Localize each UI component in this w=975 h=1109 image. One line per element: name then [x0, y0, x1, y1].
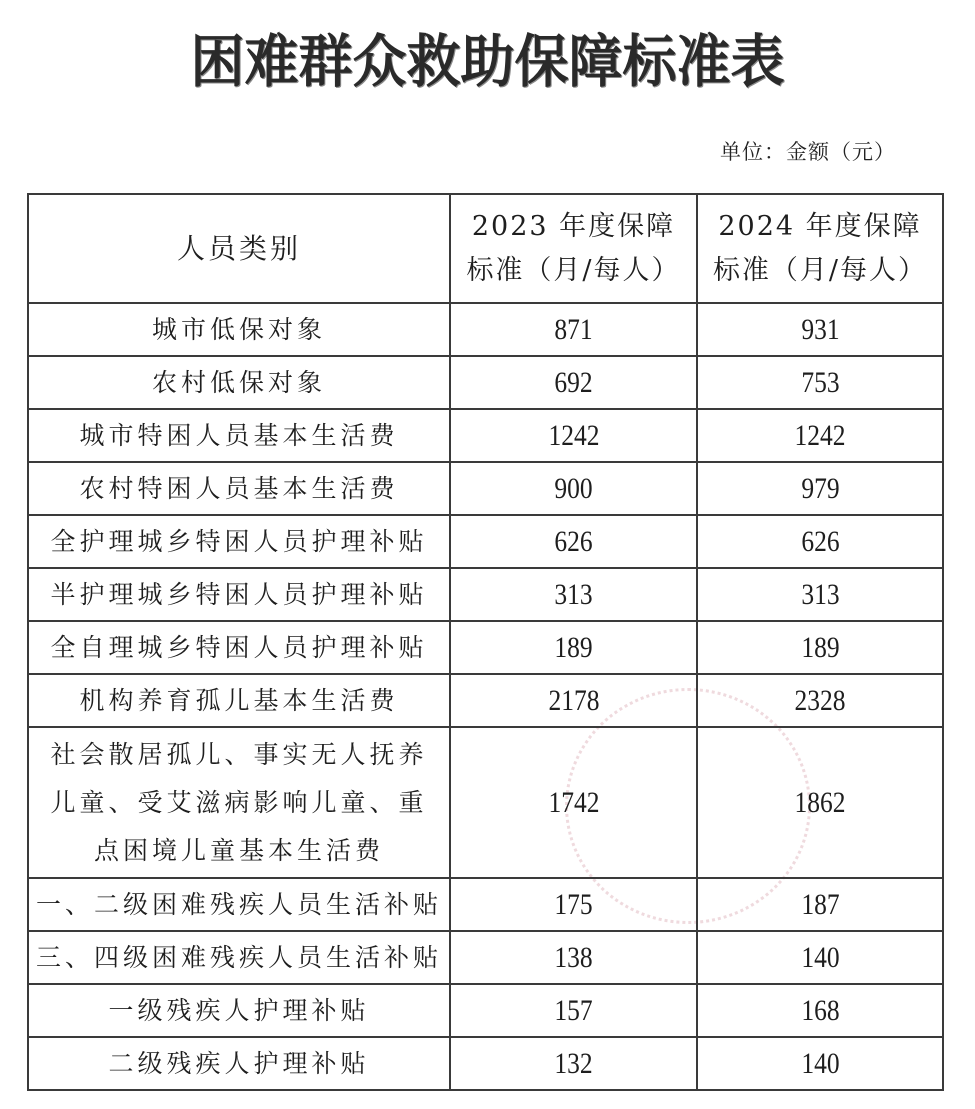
header-2024-line1: 2024 年度保障 [718, 210, 922, 242]
row-category: 二级残疾人护理补贴 [28, 1037, 450, 1090]
value-text: 187 [800, 887, 840, 921]
header-2023-line1: 2023 年度保障 [471, 210, 676, 242]
row-category: 一、二级困难残疾人员生活补贴 [28, 878, 450, 931]
header-2023-line2: 标准（月/每人） [466, 254, 681, 286]
value-text: 753 [800, 365, 840, 399]
table-row [28, 674, 943, 727]
table-row [28, 515, 943, 568]
value-text: 692 [554, 365, 593, 399]
table-header-row [28, 194, 943, 303]
value-text: 1242 [794, 418, 846, 452]
row-category: 农村低保对象 [28, 356, 450, 409]
row-2023-value [450, 462, 697, 515]
value-text: 189 [554, 630, 593, 664]
header-2023 [450, 194, 697, 303]
unit-label: 单位：金额（元） [720, 140, 896, 164]
row-category: 社会散居孤儿、事实无人抚养儿童、受艾滋病影响儿童、重点困境儿童基本生活费 [28, 727, 450, 878]
row-2023-value [450, 303, 697, 356]
row-category: 一级残疾人护理补贴 [28, 984, 450, 1037]
row-2024-value [697, 409, 943, 462]
row-2023-value [450, 409, 697, 462]
row-2024-value [697, 568, 943, 621]
value-text: 900 [554, 471, 593, 505]
value-text: 175 [554, 887, 593, 921]
row-category: 全自理城乡特困人员护理补贴 [28, 621, 450, 674]
row-2023-value [450, 931, 697, 984]
header-2024 [697, 194, 943, 303]
row-2024-value [697, 303, 943, 356]
standards-table-container [27, 193, 942, 1091]
table-row [28, 303, 943, 356]
value-text: 626 [554, 524, 593, 558]
row-2023-value [450, 1037, 697, 1090]
header-2024-line2: 标准（月/每人） [712, 254, 928, 286]
row-2023-value [450, 568, 697, 621]
row-2024-value [697, 621, 943, 674]
row-2024-value [697, 931, 943, 984]
row-2024-value [697, 1037, 943, 1090]
value-text: 1862 [794, 785, 846, 819]
table-row [28, 878, 943, 931]
value-text: 626 [800, 524, 840, 558]
row-category: 全护理城乡特困人员护理补贴 [28, 515, 450, 568]
value-text: 313 [554, 577, 593, 611]
value-text: 931 [800, 312, 840, 346]
standards-table [27, 193, 944, 1091]
row-category: 城市低保对象 [28, 303, 450, 356]
table-row [28, 931, 943, 984]
value-text: 132 [554, 1046, 593, 1080]
value-text: 1242 [548, 418, 599, 452]
row-category: 城市特困人员基本生活费 [28, 409, 450, 462]
value-text: 979 [800, 471, 840, 505]
row-2024-value [697, 674, 943, 727]
value-text: 871 [554, 312, 593, 346]
value-text: 2328 [794, 683, 846, 717]
value-text: 138 [554, 940, 593, 974]
row-2023-value [450, 674, 697, 727]
value-text: 189 [800, 630, 840, 664]
row-category: 机构养育孤儿基本生活费 [28, 674, 450, 727]
row-2023-value [450, 621, 697, 674]
row-2023-value [450, 727, 697, 878]
value-text: 140 [800, 940, 840, 974]
row-category: 半护理城乡特困人员护理补贴 [28, 568, 450, 621]
table-row [28, 568, 943, 621]
row-2023-value [450, 515, 697, 568]
page-title: 困难群众救助保障标准表 [190, 27, 785, 95]
row-category: 农村特困人员基本生活费 [28, 462, 450, 515]
table-row [28, 1037, 943, 1090]
value-text: 157 [554, 993, 593, 1027]
row-2024-value [697, 356, 943, 409]
row-2023-value [450, 356, 697, 409]
row-category: 三、四级困难残疾人员生活补贴 [28, 931, 450, 984]
table-row [28, 356, 943, 409]
header-category: 人员类别 [28, 194, 450, 303]
table-row [28, 409, 943, 462]
row-2024-value [697, 878, 943, 931]
row-2024-value [697, 727, 943, 878]
table-row [28, 727, 943, 878]
value-text: 168 [800, 993, 840, 1027]
table-row [28, 621, 943, 674]
value-text: 140 [800, 1046, 840, 1080]
row-2023-value [450, 878, 697, 931]
table-row [28, 462, 943, 515]
row-2024-value [697, 515, 943, 568]
value-text: 313 [800, 577, 840, 611]
table-row [28, 984, 943, 1037]
value-text: 2178 [548, 683, 599, 717]
row-2023-value [450, 984, 697, 1037]
value-text: 1742 [548, 785, 599, 819]
row-2024-value [697, 462, 943, 515]
row-2024-value [697, 984, 943, 1037]
